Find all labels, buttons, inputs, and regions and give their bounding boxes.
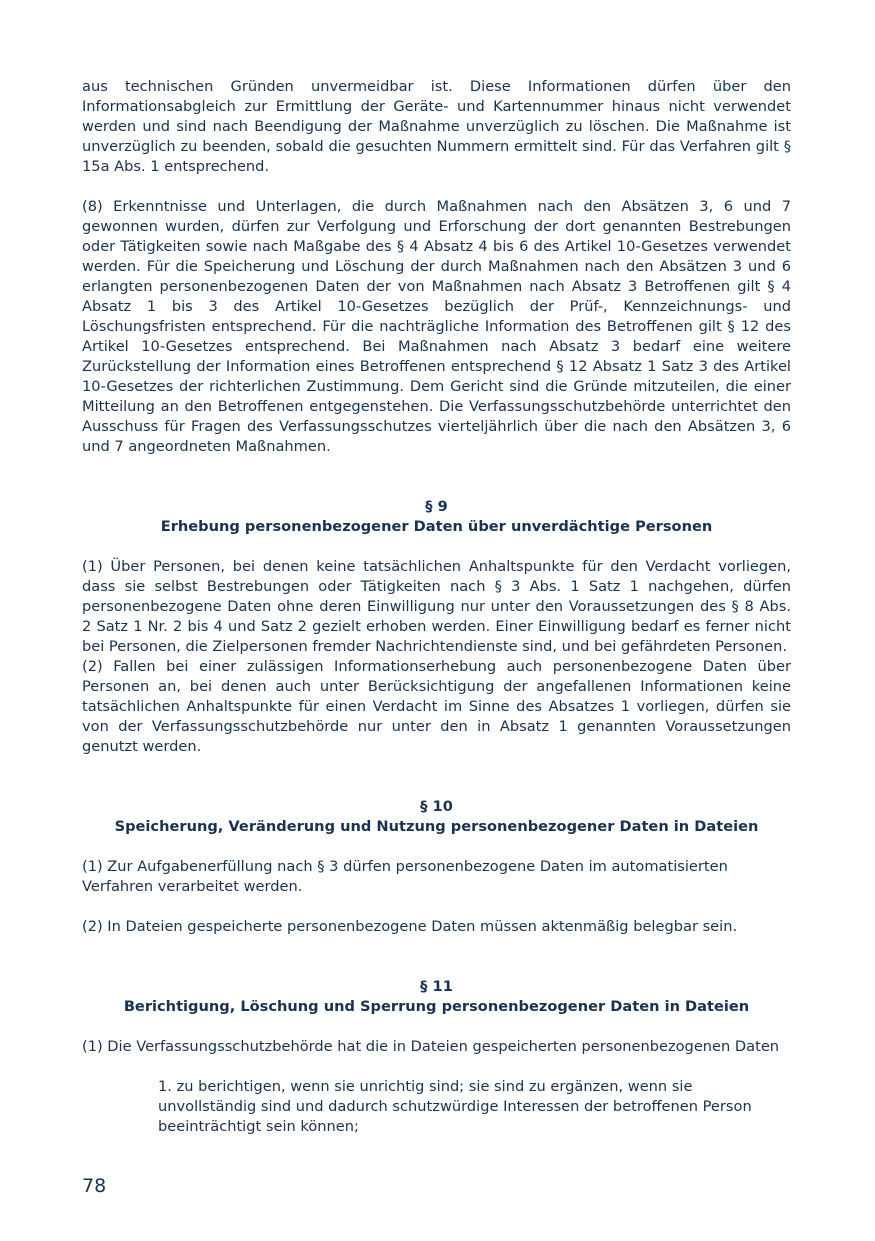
intro-paragraph: aus technischen Gründen unvermeidbar ist. Diese Informationen dürfen über den Informationsabgleich zur Ermittlung der Geräte- und Kartennummer hinaus nicht verwendet werden und sind nach Beendigung der Maßnahme unverzüglich zu löschen. Die Maßnahme ist unverzüglich zu beenden, sobald die gesuchten Nummern ermittelt sind. Für das Verfahren gilt § 15a Abs. 1 entsprechend.: [82, 78, 791, 175]
section-10-paragraph-2: (2) In Dateien gespeicherte personenbezogene Daten müssen aktenmäßig belegbar sein.: [82, 918, 738, 935]
section-9-paragraph-1: (1) Über Personen, bei denen keine tatsächlichen Anhaltspunkte für den Verdacht vorliegen, dass sie selbst Bestrebungen oder Tätigkeiten nach § 3 Abs. 1 Satz 1 nachgehen, dürfen personenbezogene Daten ohne deren Einwilligung nur unter den Voraussetzungen des § 8 Abs. 2 Satz 1 Nr. 2 bis 4 und Satz 2 gezielt erhoben werden. Einer Einwilligung bedarf es ferner nicht bei Personen, die Zielpersonen fremder Nachrichtendienste sind, und bei gefährdeten Personen.: [82, 558, 791, 655]
section-9-title: Erhebung personenbezogener Daten über unverdächtige Personen: [160, 518, 713, 535]
section-10-paragraph-1: (1) Zur Aufgabenerfüllung nach § 3 dürfen personenbezogene Daten im automatisierten Verfahren verarbeitet werden.: [82, 858, 728, 895]
document-page: [82, 77, 791, 1137]
section-11-heading: [82, 977, 791, 1017]
section-9-number: § 9: [425, 498, 448, 515]
section-11-title: Berichtigung, Löschung und Sperrung personenbezogener Daten in Dateien: [123, 998, 750, 1015]
paragraph-8: (8) Erkenntnisse und Unterlagen, die durch Maßnahmen nach den Absätzen 3, 6 und 7 gewonnen wurden, dürfen zur Verfolgung und Erforschung der dort genannten Bestrebungen oder Tätigkeiten sowie nach Maßgabe des § 4 Absatz 4 bis 6 des Artikel 10-Gesetzes verwendet werden. Für die Speicherung und Löschung der durch Maßnahmen nach den Absätzen 3 und 6 erlangten personenbezogenen Daten der von Maßnahmen nach Absatz 3 Betroffenen gilt § 4 Absatz 1 bis 3 des Artikel 10-Gesetzes bezüglich der Prüf-, Kennzeichnungs- und Löschungsfristen entsprechend. Für die nachträgliche Information des Betroffenen gilt § 12 des Artikel 10-Gesetzes entsprechend. Bei Maßnahmen nach Absatz 3 bedarf eine weitere Zurückstellung der Information eines Betroffenen entsprechend § 12 Absatz 1 Satz 3 des Artikel 10-Gesetzes der richterlichen Zustimmung. Dem Gericht sind die Gründe mitzuteilen, die einer Mitteilung an den Betroffenen entgegenstehen. Die Verfassungsschutzbehörde unterrichtet den Ausschuss für Fragen des Verfassungsschutzes vierteljährlich über die nach den Absätzen 3, 6 und 7 angeordneten Maßnahmen.: [82, 198, 791, 455]
page-number: 78: [82, 1175, 107, 1197]
section-10-title: Speicherung, Veränderung und Nutzung personenbezogener Daten in Dateien: [114, 818, 759, 835]
section-10-heading: [82, 797, 791, 837]
section-11-paragraph-1: (1) Die Verfassungsschutzbehörde hat die in Dateien gespeicherten personenbezogenen Daten: [82, 1038, 780, 1055]
section-10-number: § 10: [420, 798, 453, 815]
section-9-heading: [82, 497, 791, 537]
section-11-list-item-1: 1. zu berichtigen, wenn sie unrichtig sind; sie sind zu ergänzen, wenn sie unvollständig sind und dadurch schutzwürdige Interessen der betroffenen Person beeinträchtigt sein können;: [158, 1078, 752, 1135]
section-9-paragraph-2: (2) Fallen bei einer zulässigen Informationserhebung auch personenbezogene Daten über Personen an, bei denen auch unter Berücksichtigung der angefallenen Informationen keine tatsächlichen Anhaltspunkte für einen Verdacht im Sinne des Absatzes 1 vorliegen, dürfen sie von der Verfassungsschutzbehörde nur unter den in Absatz 1 genannten Voraussetzungen genutzt werden.: [82, 658, 791, 755]
section-11-number: § 11: [420, 978, 453, 995]
